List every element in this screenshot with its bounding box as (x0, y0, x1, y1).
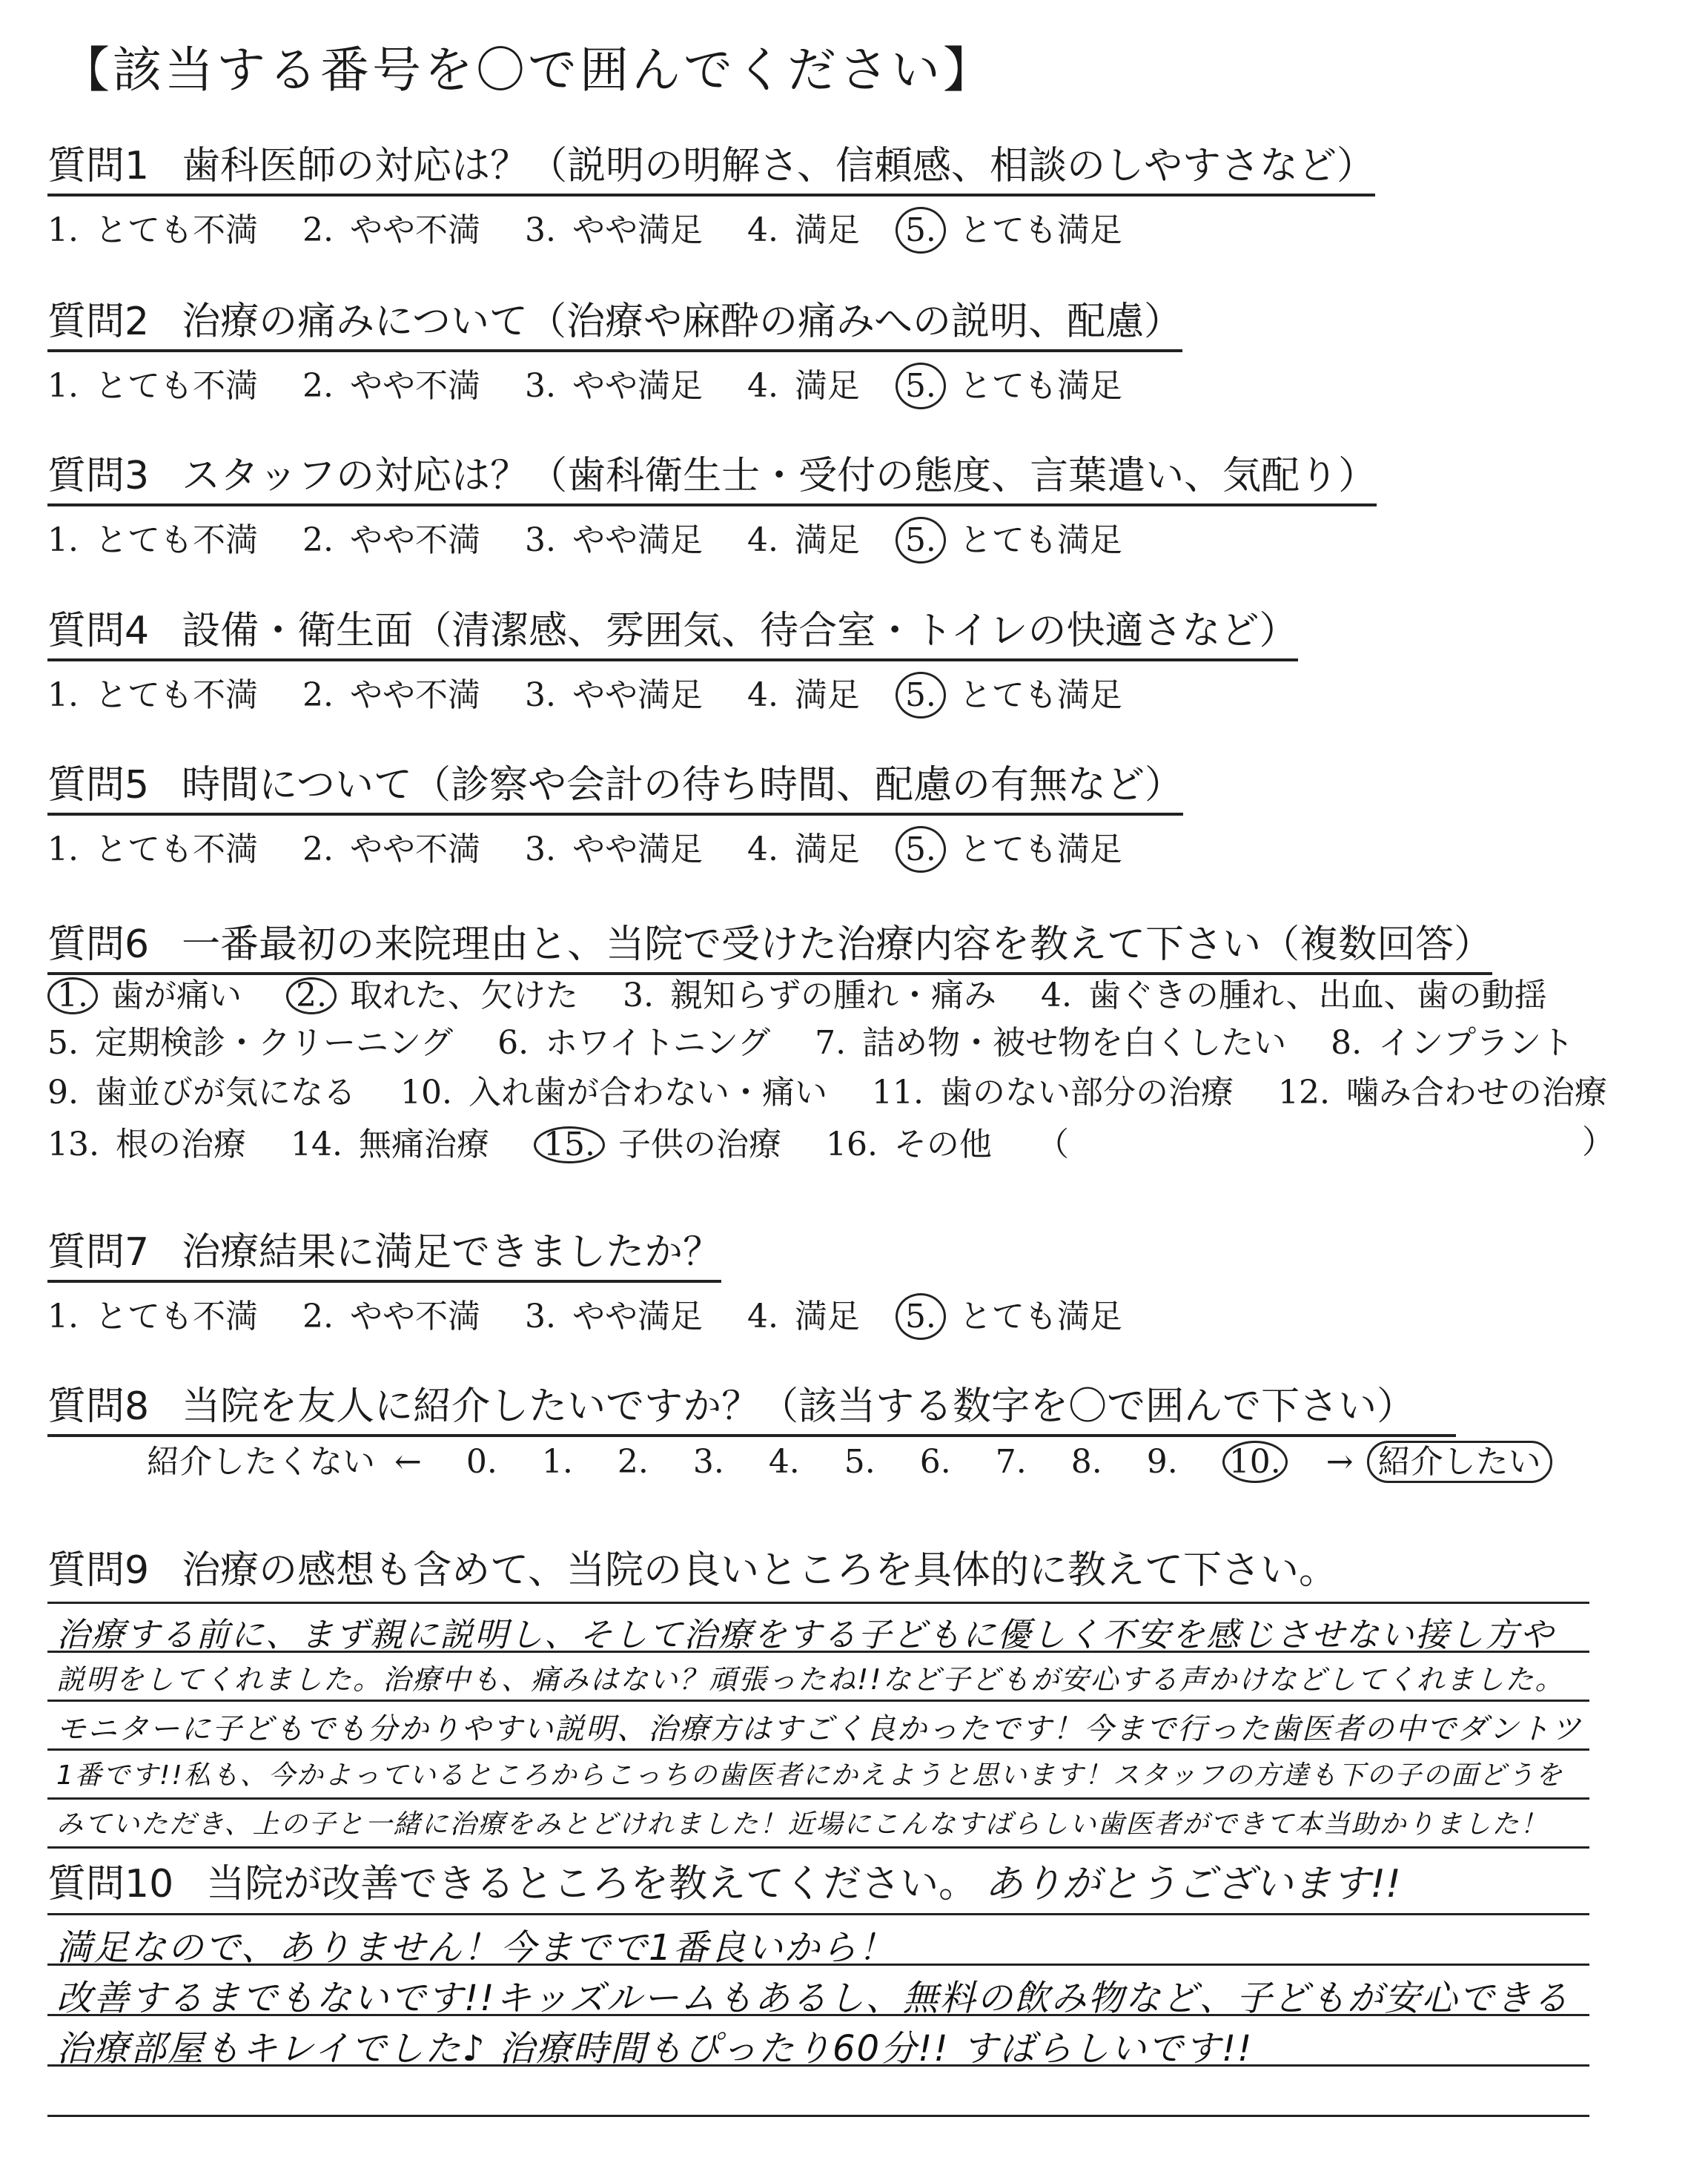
handwritten-answer-line: 1番です!!私も、今かよっているところからこっちの歯医者にかえようと思います！スタッフの方達も下の子の面どうを (56, 1760, 1564, 1791)
option-item[interactable] (1040, 977, 1547, 1014)
option-number: 1. (47, 830, 79, 868)
option-label: やや不満 (349, 521, 480, 559)
option-number: 2. (302, 521, 334, 559)
option-label: 満足 (794, 676, 860, 714)
option-number: 4. (747, 1297, 778, 1335)
scale-value[interactable]: 1. (541, 1443, 573, 1481)
option-label: やや不満 (349, 676, 480, 714)
option-label: 満足 (794, 366, 860, 405)
question-6 (47, 923, 1678, 975)
option-item[interactable] (534, 1126, 781, 1163)
option-number: 1. (47, 211, 79, 249)
option-label: とても満足 (959, 366, 1122, 405)
option-label: その他 (893, 1126, 992, 1163)
option-number: 5. (896, 363, 946, 409)
scale-value[interactable]: 7. (995, 1443, 1027, 1481)
option-label: 歯ぐきの腫れ、出血、歯の動揺 (1088, 977, 1547, 1014)
option-number: 6. (497, 1024, 529, 1062)
option-label: やや不満 (349, 366, 480, 405)
handwritten-answer-line: 治療部屋もキレイでした♪ 治療時間もぴったり60分!! すばらしいです!! (56, 2028, 1254, 2070)
scale-value[interactable]: 2. (617, 1443, 649, 1481)
option-number: 3. (524, 521, 556, 559)
option-3[interactable] (525, 519, 703, 561)
question-title (47, 300, 1182, 352)
option-item[interactable] (286, 977, 578, 1014)
option-number: 15. (534, 1126, 605, 1163)
question-4 (47, 610, 1678, 719)
question-text: スタッフの対応は？（歯科衛生士・受付の態度、言葉遣い、気配り） (182, 454, 1377, 498)
option-item[interactable] (290, 1126, 489, 1163)
option-item[interactable] (871, 1074, 1234, 1112)
option-number: 2. (302, 676, 334, 714)
option-label: 詰め物・被せ物を白くしたい (862, 1024, 1287, 1062)
option-item[interactable] (1331, 1024, 1575, 1062)
option-1[interactable] (47, 209, 258, 251)
option-label: 定期検診・クリーニング (94, 1024, 454, 1062)
option-3[interactable] (525, 365, 703, 407)
option-label: 歯のない部分の治療 (939, 1074, 1234, 1112)
question-title (47, 764, 1183, 816)
ruled-line (47, 1602, 1589, 1604)
handwritten-answer-line: みていただき、上の子と一緒に治療をみとどけれました！近場にこんなすばらしい歯医者ができて本当助かりました！ (56, 1809, 1549, 1840)
handwritten-answer-line: 説明をしてくれました。治療中も、痛みはない？頑張ったね!!など子どもが安心する声かけなどしてくれました。 (56, 1663, 1565, 1696)
option-number: 5. (896, 826, 946, 873)
option-row (47, 1024, 1618, 1062)
option-label: 入れ歯が合わない・痛い (468, 1074, 827, 1112)
option-number: 9. (47, 1074, 79, 1112)
option-label: とても不満 (94, 676, 258, 714)
option-label: とても満足 (959, 676, 1122, 714)
question-title (47, 1231, 721, 1283)
option-1[interactable] (47, 365, 258, 407)
option-number: 14. (290, 1126, 342, 1163)
option-number: 13. (47, 1126, 99, 1163)
option-label: やや満足 (572, 1297, 703, 1335)
scale-right-label: 紹介したい (1367, 1441, 1552, 1483)
option-label: とても不満 (94, 521, 258, 559)
option-number: 4. (747, 211, 778, 249)
option-item[interactable] (400, 1074, 827, 1112)
other-close-paren: ） (1582, 1123, 1615, 1161)
question-number: 質問1 (47, 144, 150, 188)
option-label: 歯が痛い (110, 977, 242, 1014)
option-number: 2. (302, 366, 334, 405)
question-title (47, 455, 1377, 506)
option-row (47, 977, 1592, 1014)
option-list (47, 517, 1678, 564)
question-title (47, 1852, 1678, 1908)
question-2 (47, 300, 1678, 409)
scale-value[interactable]: 3. (692, 1443, 724, 1481)
option-label: 満足 (794, 1297, 860, 1335)
question-number: 質問2 (47, 300, 150, 344)
option-label: やや満足 (572, 211, 703, 249)
ruled-line (47, 2115, 1589, 2117)
option-1[interactable] (47, 519, 258, 561)
option-4[interactable] (747, 365, 860, 407)
question-text: 当院が改善できるところを教えてください。 (206, 1862, 978, 1906)
question-text: 歯科医師の対応は？（説明の明解さ、信頼感、相談のしやすさなど） (182, 144, 1376, 188)
option-number: 3. (524, 211, 556, 249)
option-label: とても満足 (959, 830, 1122, 868)
option-item[interactable] (825, 1126, 992, 1163)
option-number: 5. (896, 517, 946, 564)
question-text: 一番最初の来院理由と、当院で受けた治療内容を教えて下さい（複数回答） (182, 922, 1493, 967)
option-2[interactable] (302, 519, 480, 561)
option-number: 10. (400, 1074, 452, 1112)
question-number: 質問8 (47, 1384, 150, 1429)
option-row (47, 1123, 1615, 1163)
option-label: とても満足 (959, 521, 1122, 559)
right-arrow: → (1325, 1443, 1354, 1481)
option-label: 子供の治療 (618, 1126, 781, 1163)
option-label: やや満足 (572, 521, 703, 559)
option-number: 16. (825, 1126, 878, 1163)
option-item[interactable] (497, 1024, 771, 1062)
ruled-line (47, 1700, 1589, 1702)
option-number: 1. (47, 1297, 79, 1335)
question-title (47, 610, 1298, 661)
ruled-line (47, 1846, 1589, 1849)
option-label: 満足 (794, 830, 860, 868)
option-number: 3. (524, 676, 556, 714)
ruled-line (47, 1748, 1589, 1751)
question-1 (47, 145, 1678, 254)
option-number: 1. (47, 676, 79, 714)
scale-value[interactable]: 10. (1222, 1441, 1288, 1483)
option-number: 4. (747, 521, 778, 559)
question-number: 質問6 (47, 922, 150, 967)
question-7 (47, 1231, 1678, 1340)
option-3[interactable] (525, 209, 703, 251)
question-9 (47, 1539, 1678, 1594)
option-item[interactable] (47, 1074, 356, 1112)
option-number: 1. (47, 521, 79, 559)
question-number: 質問10 (47, 1862, 174, 1906)
question-number: 質問7 (47, 1230, 150, 1275)
recommend-scale (147, 1435, 1552, 1483)
option-number: 4. (1040, 977, 1072, 1014)
option-item[interactable] (47, 1126, 246, 1163)
scale-left-label: 紹介したくない (147, 1443, 375, 1481)
option-number: 12. (1277, 1074, 1330, 1112)
question-number: 質問3 (47, 454, 150, 498)
option-label: 満足 (794, 211, 860, 249)
option-number: 3. (524, 366, 556, 405)
option-number: 3. (622, 977, 654, 1014)
option-list (47, 672, 1678, 719)
question-8 (47, 1385, 1678, 1437)
handwritten-answer-line: 満足なので、ありません！今までで1番良いから！ (56, 1927, 896, 1969)
option-5[interactable] (904, 672, 1122, 719)
option-list (47, 363, 1678, 409)
question-text: 治療の感想も含めて、当院の良いところを具体的に教えて下さい。 (182, 1548, 1338, 1593)
option-3[interactable] (525, 1295, 703, 1338)
scale-value[interactable]: 0. (466, 1443, 497, 1481)
option-5[interactable] (904, 1293, 1122, 1340)
option-5[interactable] (904, 826, 1122, 873)
option-label: 無痛治療 (358, 1126, 489, 1163)
option-label: ホワイトニング (545, 1024, 771, 1062)
option-number: 4. (747, 366, 778, 405)
scale-value[interactable]: 5. (844, 1443, 875, 1481)
option-number: 2. (302, 830, 334, 868)
option-5[interactable] (904, 517, 1122, 564)
option-number: 5. (47, 1024, 79, 1062)
option-4[interactable] (747, 209, 860, 251)
question-number: 質問4 (47, 609, 150, 653)
option-label: やや満足 (572, 830, 703, 868)
option-5[interactable] (904, 207, 1122, 254)
question-text: 治療結果に満足できましたか？ (182, 1230, 722, 1275)
option-label: やや不満 (349, 830, 480, 868)
scale-value[interactable]: 6. (919, 1443, 951, 1481)
option-label: とても満足 (959, 211, 1122, 249)
option-number: 8. (1331, 1024, 1363, 1062)
option-3[interactable] (525, 828, 703, 871)
question-5 (47, 764, 1678, 873)
option-label: とても不満 (94, 366, 258, 405)
question-number: 質問5 (47, 763, 150, 807)
option-item[interactable] (47, 977, 242, 1014)
option-number: 4. (747, 830, 778, 868)
option-row (47, 1074, 1652, 1112)
option-list (47, 1293, 1678, 1340)
option-label: とても不満 (94, 830, 258, 868)
question-text: 当院を友人に紹介したいですか？（該当する数字を〇で囲んで下さい） (182, 1384, 1416, 1429)
option-label: やや満足 (572, 676, 703, 714)
option-item[interactable] (815, 1024, 1287, 1062)
option-4[interactable] (747, 1295, 860, 1338)
option-label: インプラント (1378, 1024, 1575, 1062)
option-number: 5. (896, 1293, 946, 1340)
option-number: 3. (524, 830, 556, 868)
question-title (47, 1385, 1456, 1437)
option-label: 満足 (794, 521, 860, 559)
scale-value[interactable]: 8. (1070, 1443, 1102, 1481)
option-item[interactable] (47, 1024, 454, 1062)
option-label: 根の治療 (115, 1126, 246, 1163)
option-label: 取れた、欠けた (349, 977, 578, 1014)
handwritten-thanks: ありがとうございます!! (984, 1862, 1401, 1906)
handwritten-answer-line: 改善するまでもないです!!キッズルームもあるし、無料の飲み物など、子どもが安心できる (56, 1978, 1570, 2019)
ruled-line (47, 1797, 1589, 1800)
option-list (47, 207, 1678, 254)
question-title (47, 923, 1492, 975)
option-2[interactable] (302, 828, 480, 871)
option-label: やや不満 (349, 211, 480, 249)
option-number: 2. (286, 977, 337, 1014)
option-4[interactable] (747, 828, 860, 871)
handwritten-answer-line: モニターに子どもでも分かりやすい説明、治療方はすごく良かったです！今まで行った歯医者の中でダントツ (56, 1712, 1583, 1746)
option-label: やや満足 (572, 366, 703, 405)
option-item[interactable] (622, 977, 996, 1014)
option-1[interactable] (47, 828, 258, 871)
option-number: 2. (302, 211, 334, 249)
question-title (47, 145, 1375, 196)
option-number: 2. (302, 1297, 334, 1335)
option-number: 5. (896, 207, 946, 254)
option-5[interactable] (904, 363, 1122, 409)
option-3[interactable] (525, 674, 703, 716)
question-text: 治療の痛みについて（治療や麻酔の痛みへの説明、配慮） (182, 300, 1183, 344)
scale-value[interactable]: 4. (768, 1443, 800, 1481)
question-3 (47, 455, 1678, 564)
option-number: 4. (747, 676, 778, 714)
option-1[interactable] (47, 1295, 258, 1338)
option-list (47, 826, 1678, 873)
option-number: 1. (47, 977, 98, 1014)
question-number: 質問9 (47, 1548, 150, 1593)
handwritten-answer-line: 治療する前に、まず親に説明し、そして治療をする子どもに優しく不安を感じさせない接し方や (56, 1615, 1555, 1654)
question-title (47, 1539, 1678, 1594)
option-number: 7. (815, 1024, 847, 1062)
option-2[interactable] (302, 365, 480, 407)
question-text: 設備・衛生面（清潔感、雰囲気、待合室・トイレの快適さなど） (182, 609, 1298, 653)
option-label: 親知らずの腫れ・痛み (669, 977, 996, 1014)
option-label: やや不満 (349, 1297, 480, 1335)
scale-value[interactable]: 9. (1146, 1443, 1178, 1481)
option-label: とても満足 (959, 1297, 1122, 1335)
option-item[interactable] (1277, 1074, 1607, 1112)
option-2[interactable] (302, 674, 480, 716)
option-number: 11. (871, 1074, 924, 1112)
option-label: 歯並びが気になる (94, 1074, 356, 1112)
option-1[interactable] (47, 674, 258, 716)
option-4[interactable] (747, 519, 860, 561)
ruled-line (47, 1913, 1589, 1915)
option-number: 3. (524, 1297, 556, 1335)
page-title: 【該当する番号を〇で囲んでください】 (61, 42, 995, 99)
other-open-paren: （ (1036, 1126, 1069, 1163)
option-4[interactable] (747, 674, 860, 716)
option-label: 噛み合わせの治療 (1345, 1074, 1607, 1112)
option-number: 5. (896, 672, 946, 719)
left-arrow: ← (394, 1443, 422, 1481)
question-text: 時間について（診察や会計の待ち時間、配慮の有無など） (182, 763, 1184, 807)
option-2[interactable] (302, 1295, 480, 1338)
option-number: 1. (47, 366, 79, 405)
option-2[interactable] (302, 209, 480, 251)
option-label: とても不満 (94, 1297, 258, 1335)
question-10 (47, 1852, 1678, 1908)
option-label: とても不満 (94, 211, 258, 249)
